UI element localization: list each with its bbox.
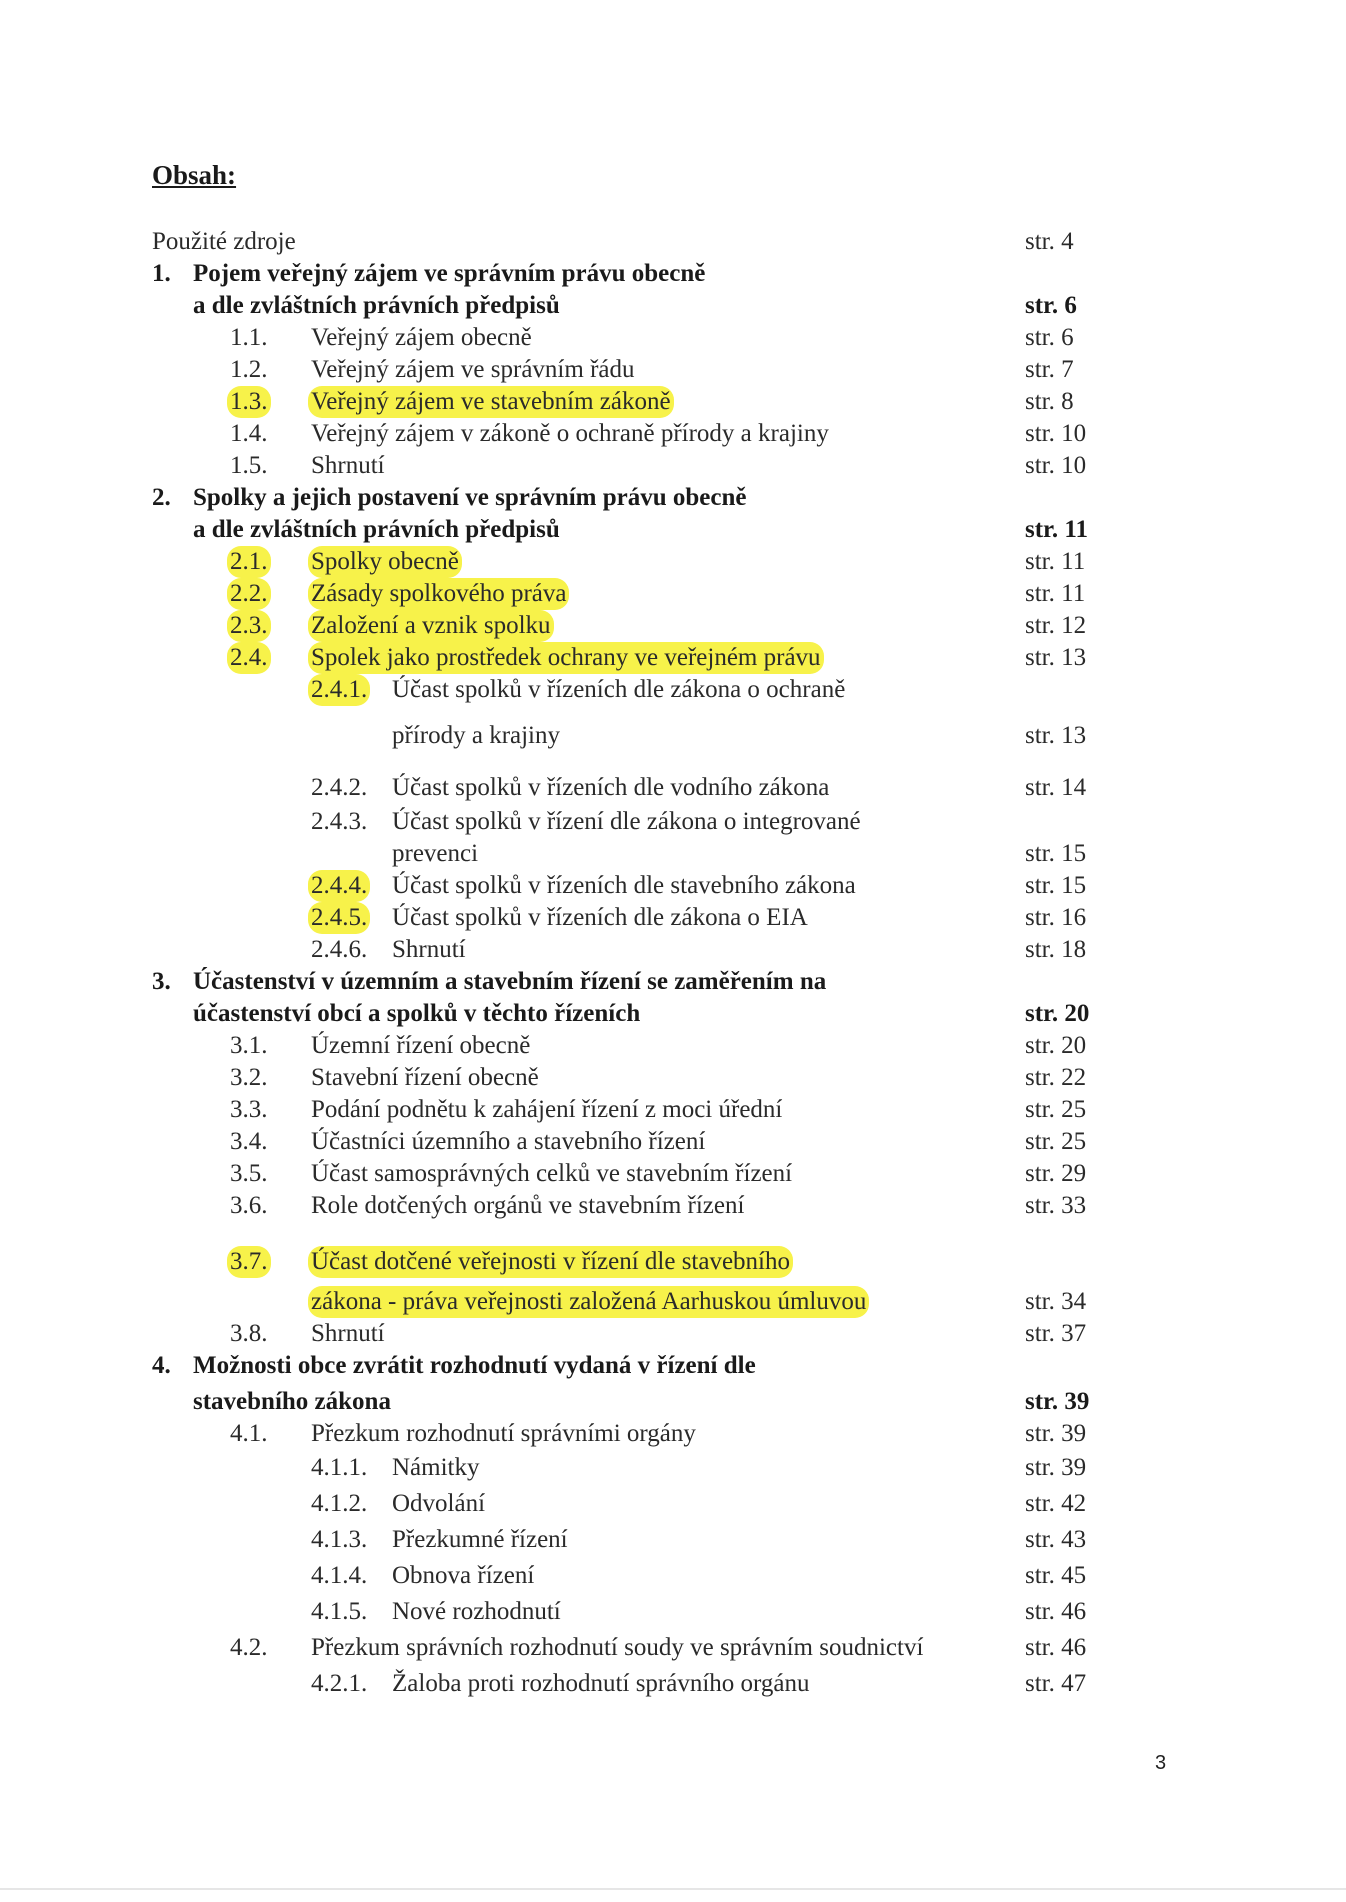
toc-entry-title: Přezkum správních rozhodnutí soudy ve správním soudnictví [311, 1634, 924, 1661]
page-label: str. [1025, 548, 1055, 575]
toc-entry-page [1025, 386, 1074, 418]
page-label: str. [1025, 1096, 1055, 1123]
toc-entry-page [1025, 546, 1085, 578]
toc-entry-page [1025, 354, 1074, 386]
page-value: 11 [1061, 548, 1086, 575]
toc-entry-number: 3.1. [230, 1032, 268, 1059]
toc-entry-title: Přezkum rozhodnutí správními orgány [311, 1420, 696, 1447]
toc-entry-number: 4.1. [230, 1420, 268, 1447]
page-value: 46 [1061, 1598, 1087, 1625]
toc-entry-number: 2. [152, 484, 171, 511]
page-value: 29 [1061, 1160, 1087, 1187]
page-label: str. [1025, 1454, 1055, 1481]
toc-entry-title: Založení a vznik spolku [308, 610, 554, 642]
toc-entry-title: Zásady spolkového práva [308, 578, 569, 610]
toc-entry-title: Účast spolků v řízeních dle zákona o ochraně [392, 676, 846, 703]
toc-entry-page [1025, 1286, 1086, 1318]
toc-entry-title: Role dotčených orgánů ve stavebním řízení [311, 1192, 745, 1219]
toc-entry-page [1025, 1452, 1086, 1484]
toc-entry-page [1025, 514, 1088, 546]
toc-entry-title: Shrnutí [311, 452, 385, 479]
toc-entry-page [1025, 1668, 1086, 1700]
toc-entry-title: přírody a krajiny [392, 722, 561, 749]
page-value: 47 [1061, 1670, 1087, 1697]
page-label: str. [1025, 1562, 1055, 1589]
toc-entry-title: Účast dotčené veřejnosti v řízení dle stavebního [308, 1246, 793, 1278]
toc-entry-number: 1.1. [230, 324, 268, 351]
toc-entry-title: Účast spolků v řízeních dle zákona o EIA [392, 904, 808, 931]
toc-entry-page [1025, 450, 1086, 482]
page-label: str. [1025, 388, 1055, 415]
toc-entry-number: 2.4.1. [308, 674, 370, 706]
toc-entry-number: 1.2. [230, 356, 268, 383]
page-value: 15 [1061, 840, 1087, 867]
page-label: str. [1025, 1598, 1055, 1625]
toc-entry-title: Spolek jako prostředek ochrany ve veřejném právu [308, 642, 824, 674]
page-value: 13 [1061, 644, 1087, 671]
toc-entry-title: Veřejný zájem ve stavebním zákoně [308, 386, 674, 418]
toc-entry-title: Obnova řízení [392, 1562, 535, 1589]
toc-entry-number: 3.8. [230, 1320, 268, 1347]
toc-entry-number: 3.6. [230, 1192, 268, 1219]
toc-entry-title: Použité zdroje [152, 228, 296, 255]
page-label: str. [1025, 612, 1055, 639]
toc-entry-number: 2.4.5. [308, 902, 370, 934]
page-value: 25 [1061, 1128, 1087, 1155]
toc-entry-page [1025, 1094, 1086, 1126]
page-value: 7 [1061, 356, 1074, 383]
page-label: str. [1025, 936, 1055, 963]
page-value: 8 [1061, 388, 1074, 415]
toc-entry-number: 1.5. [230, 452, 268, 479]
page-label: str. [1025, 356, 1055, 383]
page-value: 34 [1061, 1288, 1087, 1315]
page-label: str. [1025, 228, 1055, 255]
toc-entry-page [1025, 610, 1086, 642]
page-value: 18 [1061, 936, 1087, 963]
toc-entry-page [1025, 1488, 1086, 1520]
toc-entry-page [1025, 1632, 1086, 1664]
page-value: 45 [1061, 1562, 1087, 1589]
toc-entry-title: Stavební řízení obecně [311, 1064, 539, 1091]
toc-entry-page [1025, 1418, 1086, 1450]
toc-entry-page [1025, 1126, 1086, 1158]
toc-entry-page [1025, 1190, 1086, 1222]
page-value: 6 [1061, 324, 1074, 351]
toc-entry-page [1025, 322, 1074, 354]
page-label: str. [1025, 1634, 1055, 1661]
page-value: 39 [1061, 1420, 1087, 1447]
toc-entry-page [1025, 1524, 1086, 1556]
toc-entry-number: 2.1. [227, 546, 271, 578]
toc-entry-title: Odvolání [392, 1490, 486, 1517]
page-label: str. [1025, 292, 1059, 319]
toc-entry-number: 2.4.2. [311, 774, 368, 801]
toc-entry-page [1025, 838, 1086, 870]
toc-entry-page [1025, 226, 1074, 258]
page-value: 14 [1061, 774, 1087, 801]
page-label: str. [1025, 904, 1055, 931]
page-value: 43 [1061, 1526, 1087, 1553]
toc-entry-page [1025, 902, 1086, 934]
toc-entry-number: 3. [152, 968, 171, 995]
toc-entry-title: Spolky a jejich postavení ve správním právu obecně [193, 484, 747, 511]
page-label: str. [1025, 872, 1055, 899]
toc-entry-title: zákona - práva veřejnosti založená Aarhuskou úmluvou [308, 1286, 869, 1318]
page-label: str. [1025, 840, 1055, 867]
toc-entry-title: Nové rozhodnutí [392, 1598, 561, 1625]
page-number: 3 [1155, 1752, 1167, 1774]
toc-entry-page [1025, 1560, 1086, 1592]
toc-entry-title: Spolky obecně [308, 546, 462, 578]
toc-entry-title: stavebního zákona [193, 1388, 391, 1415]
page-value: 16 [1061, 904, 1087, 931]
toc-entry-number: 2.3. [227, 610, 271, 642]
toc-entry-number: 4.1.1. [311, 1454, 368, 1481]
toc-entry-title: Účastenství v územním a stavebním řízení se zaměřením na [193, 968, 827, 995]
toc-entry-title: Shrnutí [311, 1320, 385, 1347]
page-value: 11 [1064, 516, 1088, 543]
toc-entry-title: Možnosti obce zvrátit rozhodnutí vydaná v řízení dle [193, 1352, 756, 1379]
toc-entry-page [1025, 998, 1089, 1030]
toc-entry-number: 1.4. [230, 420, 268, 447]
page-edge [0, 1888, 1346, 1890]
page-value: 46 [1061, 1634, 1087, 1661]
toc-entry-title: Účast samosprávných celků ve stavebním řízení [311, 1160, 793, 1187]
page-value: 25 [1061, 1096, 1087, 1123]
page-label: str. [1025, 722, 1055, 749]
toc-entry-page [1025, 870, 1086, 902]
toc-entry-number: 3.7. [227, 1246, 271, 1278]
page-label: str. [1025, 580, 1055, 607]
page-value: 22 [1061, 1064, 1087, 1091]
page-value: 12 [1061, 612, 1087, 639]
toc-entry-page [1025, 772, 1086, 804]
toc-entry-title: a dle zvláštních právních předpisů [193, 516, 560, 543]
toc-entry-number: 1.3. [227, 386, 271, 418]
toc-entry-number: 3.4. [230, 1128, 268, 1155]
toc-entry-number: 4.1.4. [311, 1562, 368, 1589]
toc-entry-title: Veřejný zájem v zákoně o ochraně přírody a krajiny [311, 420, 829, 447]
toc-entry-page [1025, 1386, 1089, 1418]
toc-entry-title: Účast spolků v řízeních dle vodního zákona [392, 774, 830, 801]
page-value: 42 [1061, 1490, 1087, 1517]
page-value: 20 [1061, 1032, 1087, 1059]
page-label: str. [1025, 1388, 1059, 1415]
page-label: str. [1025, 1000, 1059, 1027]
page-label: str. [1025, 1320, 1055, 1347]
toc-entry-number: 4.1.3. [311, 1526, 368, 1553]
toc-entry-page [1025, 578, 1085, 610]
page-value: 6 [1064, 292, 1077, 319]
page-value: 10 [1061, 452, 1087, 479]
page-value: 20 [1064, 1000, 1090, 1027]
toc-entry-title: Přezkumné řízení [392, 1526, 568, 1553]
toc-entry-title: Veřejný zájem obecně [311, 324, 532, 351]
toc-entry-page [1025, 720, 1086, 752]
page-value: 15 [1061, 872, 1087, 899]
toc-entry-page [1025, 934, 1086, 966]
toc-heading: Obsah: [152, 160, 237, 190]
toc-entry-title: prevenci [392, 840, 479, 867]
page-label: str. [1025, 1128, 1055, 1155]
toc-entry-page [1025, 1030, 1086, 1062]
toc-entry-number: 1. [152, 260, 171, 287]
page-label: str. [1025, 1526, 1055, 1553]
page-label: str. [1025, 1420, 1055, 1447]
toc-entry-title: Žaloba proti rozhodnutí správního orgánu [392, 1670, 810, 1697]
page-label: str. [1025, 420, 1055, 447]
toc-entry-title: Shrnutí [392, 936, 466, 963]
toc-entry-page [1025, 290, 1077, 322]
toc-entry-title: a dle zvláštních právních předpisů [193, 292, 560, 319]
page-label: str. [1025, 774, 1055, 801]
toc-entry-number: 4.1.5. [311, 1598, 368, 1625]
page-label: str. [1025, 1192, 1055, 1219]
toc-entry-title: Účast spolků v řízení dle zákona o integrované [392, 808, 861, 835]
toc-entry-page [1025, 1318, 1086, 1350]
toc-entry-page [1025, 642, 1086, 674]
page-value: 39 [1061, 1454, 1087, 1481]
toc-entry-number: 4. [152, 1352, 171, 1379]
toc-entry-number: 2.4.3. [311, 808, 368, 835]
page-value: 33 [1061, 1192, 1087, 1219]
toc-entry-number: 4.2. [230, 1634, 268, 1661]
page-label: str. [1025, 1670, 1055, 1697]
toc-entry-title: Územní řízení obecně [311, 1032, 531, 1059]
toc-entry-page [1025, 418, 1086, 450]
page-label: str. [1025, 644, 1055, 671]
page-label: str. [1025, 452, 1055, 479]
toc-entry-number: 3.5. [230, 1160, 268, 1187]
page-value: 4 [1061, 228, 1074, 255]
toc-entry-title: Pojem veřejný zájem ve správním právu obecně [193, 260, 706, 287]
page-label: str. [1025, 1160, 1055, 1187]
toc-entry-page [1025, 1158, 1086, 1190]
toc-entry-title: účastenství obcí a spolků v těchto řízeních [193, 1000, 641, 1027]
toc-entry-title: Účastníci územního a stavebního řízení [311, 1128, 706, 1155]
toc-entry-page [1025, 1062, 1086, 1094]
toc-entry-number: 2.4. [227, 642, 271, 674]
toc-entry-title: Účast spolků v řízeních dle stavebního zákona [392, 872, 856, 899]
page-label: str. [1025, 1288, 1055, 1315]
page-label: str. [1025, 324, 1055, 351]
page-label: str. [1025, 1490, 1055, 1517]
page-value: 11 [1061, 580, 1086, 607]
toc-entry-number: 2.4.4. [308, 870, 370, 902]
page-value: 13 [1061, 722, 1087, 749]
toc-entry-number: 4.1.2. [311, 1490, 368, 1517]
toc-entry-number: 3.2. [230, 1064, 268, 1091]
page-value: 10 [1061, 420, 1087, 447]
page-label: str. [1025, 1064, 1055, 1091]
toc-entry-title: Námitky [392, 1454, 480, 1481]
toc-entry-number: 2.2. [227, 578, 271, 610]
page-value: 37 [1061, 1320, 1087, 1347]
page-value: 39 [1064, 1388, 1090, 1415]
page-label: str. [1025, 1032, 1055, 1059]
toc-entry-title: Podání podnětu k zahájení řízení z moci úřední [311, 1096, 783, 1123]
toc-entry-number: 2.4.6. [311, 936, 368, 963]
page-label: str. [1025, 516, 1059, 543]
toc-entry-number: 3.3. [230, 1096, 268, 1123]
toc-entry-title: Veřejný zájem ve správním řádu [311, 356, 635, 383]
toc-entry-number: 4.2.1. [311, 1670, 368, 1697]
toc-entry-page [1025, 1596, 1086, 1628]
